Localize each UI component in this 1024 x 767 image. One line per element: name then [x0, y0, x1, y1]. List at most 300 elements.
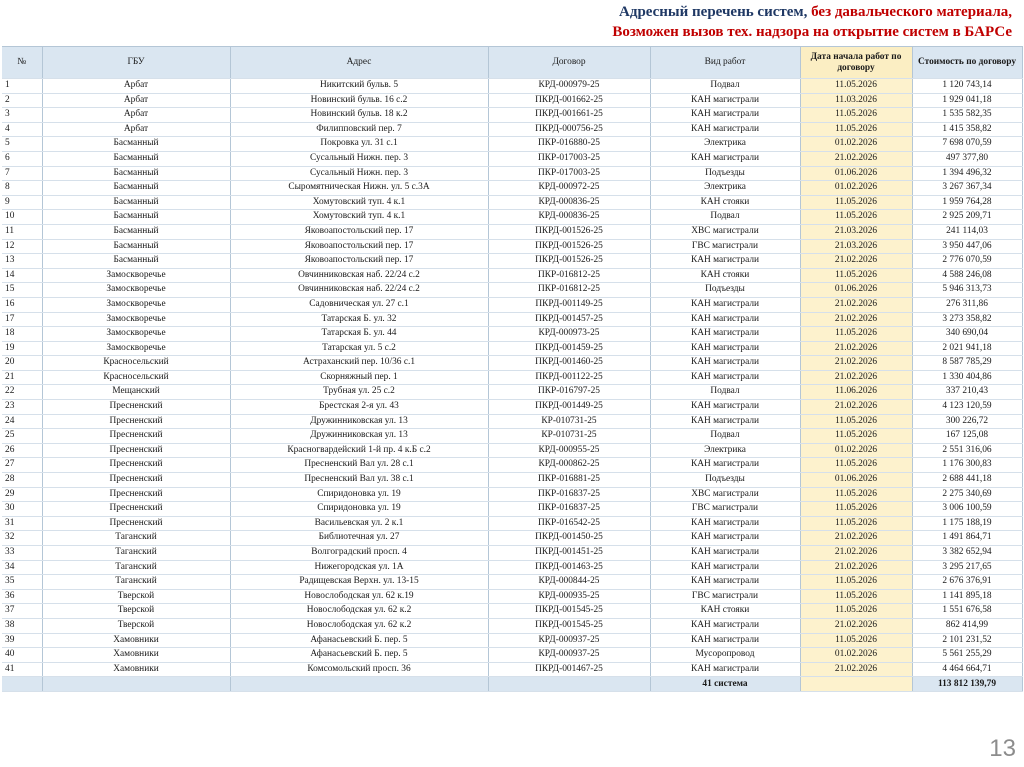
table-row [2, 516, 1022, 531]
cell-num: 22 [2, 385, 42, 400]
cell-contract: ПКР-017003-25 [488, 166, 650, 181]
table-row [2, 239, 1022, 254]
cell-date: 01.06.2026 [800, 473, 912, 488]
cell-gbu: Пресненский [42, 502, 230, 517]
cell-date: 01.02.2026 [800, 181, 912, 196]
cell-num: 9 [2, 195, 42, 210]
cell-work: Подъезды [650, 166, 800, 181]
cell-contract: ПКРД-001661-25 [488, 108, 650, 123]
cell-address: Татарская Б. ул. 44 [230, 327, 488, 342]
cell-work: КАН магистрали [650, 327, 800, 342]
cell-gbu: Таганский [42, 531, 230, 546]
table-row [2, 297, 1022, 312]
cell-address: Никитский бульв. 5 [230, 79, 488, 94]
cell-contract: КРД-000862-25 [488, 458, 650, 473]
total-empty-cell [42, 677, 230, 692]
cell-cost: 3 295 217,65 [912, 560, 1022, 575]
cell-work: Электрика [650, 137, 800, 152]
cell-gbu: Пресненский [42, 443, 230, 458]
cell-date: 21.02.2026 [800, 151, 912, 166]
cell-contract: КРД-000937-25 [488, 648, 650, 663]
cell-cost: 7 698 070,59 [912, 137, 1022, 152]
cell-cost: 1 959 764,28 [912, 195, 1022, 210]
cell-gbu: Пресненский [42, 429, 230, 444]
table-row [2, 79, 1022, 94]
cell-cost: 1 394 496,32 [912, 166, 1022, 181]
cell-contract: ПКР-016837-25 [488, 502, 650, 517]
cell-num: 14 [2, 268, 42, 283]
cell-address: Татарская ул. 5 с.2 [230, 341, 488, 356]
cell-address: Спиридоновка ул. 19 [230, 502, 488, 517]
cell-num: 26 [2, 443, 42, 458]
table-row [2, 268, 1022, 283]
cell-work: Подвал [650, 385, 800, 400]
cell-gbu: Хамовники [42, 633, 230, 648]
cell-address: Новослободская ул. 62 к.2 [230, 604, 488, 619]
cell-date: 11.05.2026 [800, 458, 912, 473]
header-gbu: ГБУ [42, 47, 230, 79]
cell-work: КАН магистрали [650, 356, 800, 371]
cell-contract: ПКР-016812-25 [488, 268, 650, 283]
cell-cost: 1 491 864,71 [912, 531, 1022, 546]
cell-contract: ПКРД-001450-25 [488, 531, 650, 546]
cell-contract: ПКРД-001122-25 [488, 370, 650, 385]
cell-gbu: Таганский [42, 575, 230, 590]
cell-date: 11.05.2026 [800, 108, 912, 123]
cell-work: КАН магистрали [650, 516, 800, 531]
cell-cost: 4 588 246,08 [912, 268, 1022, 283]
cell-date: 01.02.2026 [800, 648, 912, 663]
cell-date: 11.05.2026 [800, 487, 912, 502]
cell-contract: ПКРД-001451-25 [488, 546, 650, 561]
cell-gbu: Басманный [42, 151, 230, 166]
systems-table [2, 46, 1023, 692]
header-date: Дата начала работ по договору [800, 47, 912, 79]
cell-contract: ПКРД-001149-25 [488, 297, 650, 312]
cell-num: 33 [2, 546, 42, 561]
table-row [2, 210, 1022, 225]
cell-date: 21.02.2026 [800, 618, 912, 633]
cell-num: 21 [2, 370, 42, 385]
cell-contract: КРД-000972-25 [488, 181, 650, 196]
cell-cost: 2 101 231,52 [912, 633, 1022, 648]
total-label: 41 система [650, 677, 800, 692]
cell-date: 11.03.2026 [800, 93, 912, 108]
cell-cost: 1 141 895,18 [912, 589, 1022, 604]
cell-work: Подъезды [650, 283, 800, 298]
cell-work: ГВС магистрали [650, 239, 800, 254]
cell-num: 38 [2, 618, 42, 633]
cell-address: Филипповский пер. 7 [230, 122, 488, 137]
table-row [2, 662, 1022, 677]
cell-address: Покровка ул. 31 с.1 [230, 137, 488, 152]
cell-address: Новослободская ул. 62 к.2 [230, 618, 488, 633]
cell-work: КАН магистрали [650, 297, 800, 312]
cell-num: 2 [2, 93, 42, 108]
cell-num: 7 [2, 166, 42, 181]
table-row [2, 502, 1022, 517]
cell-date: 21.03.2026 [800, 239, 912, 254]
cell-num: 4 [2, 122, 42, 137]
cell-work: КАН магистрали [650, 254, 800, 269]
cell-work: КАН магистрали [650, 122, 800, 137]
table-row [2, 254, 1022, 269]
cell-contract: ПКРД-001463-25 [488, 560, 650, 575]
cell-date: 21.02.2026 [800, 254, 912, 269]
cell-gbu: Басманный [42, 254, 230, 269]
table-row [2, 283, 1022, 298]
cell-num: 15 [2, 283, 42, 298]
cell-gbu: Басманный [42, 239, 230, 254]
cell-work: КАН магистрали [650, 151, 800, 166]
header-address: Адрес [230, 47, 488, 79]
cell-date: 21.02.2026 [800, 356, 912, 371]
cell-num: 13 [2, 254, 42, 269]
cell-date: 11.05.2026 [800, 633, 912, 648]
table-header-row [2, 47, 1022, 79]
cell-contract: ПКРД-001460-25 [488, 356, 650, 371]
cell-gbu: Пресненский [42, 473, 230, 488]
cell-gbu: Таганский [42, 560, 230, 575]
cell-address: Новослободская ул. 62 к.19 [230, 589, 488, 604]
cell-address: Брестская 2-я ул. 43 [230, 400, 488, 415]
cell-address: Радищевская Верхн. ул. 13-15 [230, 575, 488, 590]
cell-address: Афанасьевский Б. пер. 5 [230, 648, 488, 663]
table-row [2, 195, 1022, 210]
cell-work: КАН магистрали [650, 414, 800, 429]
table-row [2, 618, 1022, 633]
cell-gbu: Красносельский [42, 356, 230, 371]
cell-address: Хомутовский туп. 4 к.1 [230, 210, 488, 225]
table-body [2, 79, 1022, 677]
table-row [2, 341, 1022, 356]
cell-work: КАН магистрали [650, 458, 800, 473]
systems-table-container [2, 46, 1022, 692]
cell-date: 01.02.2026 [800, 137, 912, 152]
cell-contract: КРД-000844-25 [488, 575, 650, 590]
table-row [2, 604, 1022, 619]
cell-num: 6 [2, 151, 42, 166]
cell-num: 20 [2, 356, 42, 371]
cell-num: 31 [2, 516, 42, 531]
cell-cost: 276 311,86 [912, 297, 1022, 312]
cell-cost: 2 776 070,59 [912, 254, 1022, 269]
table-row [2, 108, 1022, 123]
cell-address: Астраханский пер. 10/36 с.1 [230, 356, 488, 371]
cell-contract: ПКРД-001457-25 [488, 312, 650, 327]
cell-contract: КРД-000979-25 [488, 79, 650, 94]
cell-work: КАН магистрали [650, 531, 800, 546]
cell-cost: 1 415 358,82 [912, 122, 1022, 137]
cell-num: 34 [2, 560, 42, 575]
title-line-1 [412, 2, 1012, 22]
cell-date: 21.03.2026 [800, 224, 912, 239]
cell-work: Подвал [650, 429, 800, 444]
cell-date: 11.05.2026 [800, 414, 912, 429]
cell-address: Овчинниковская наб. 22/24 с.2 [230, 283, 488, 298]
cell-num: 28 [2, 473, 42, 488]
cell-date: 21.02.2026 [800, 560, 912, 575]
cell-num: 30 [2, 502, 42, 517]
cell-cost: 2 925 209,71 [912, 210, 1022, 225]
cell-num: 17 [2, 312, 42, 327]
cell-cost: 337 210,43 [912, 385, 1022, 400]
cell-cost: 300 226,72 [912, 414, 1022, 429]
cell-address: Спиридоновка ул. 19 [230, 487, 488, 502]
cell-cost: 3 382 652,94 [912, 546, 1022, 561]
table-row [2, 327, 1022, 342]
cell-contract: ПКРД-000756-25 [488, 122, 650, 137]
cell-address: Пресненский Вал ул. 38 с.1 [230, 473, 488, 488]
header-cost: Стоимость по договору [912, 47, 1022, 79]
cell-gbu: Хамовники [42, 662, 230, 677]
cell-contract: ПКР-016812-25 [488, 283, 650, 298]
cell-contract: ПКР-017003-25 [488, 151, 650, 166]
cell-gbu: Арбат [42, 79, 230, 94]
cell-cost: 4 123 120,59 [912, 400, 1022, 415]
cell-date: 21.02.2026 [800, 546, 912, 561]
cell-gbu: Пресненский [42, 516, 230, 531]
cell-contract: ПКРД-001545-25 [488, 618, 650, 633]
cell-contract: ПКРД-001526-25 [488, 254, 650, 269]
cell-address: Новинский бульв. 18 к.2 [230, 108, 488, 123]
cell-num: 37 [2, 604, 42, 619]
table-row [2, 560, 1022, 575]
cell-num: 27 [2, 458, 42, 473]
cell-num: 29 [2, 487, 42, 502]
table-row [2, 93, 1022, 108]
table-row [2, 487, 1022, 502]
cell-work: ГВС магистрали [650, 502, 800, 517]
cell-address: Нижегородская ул. 1А [230, 560, 488, 575]
table-row [2, 137, 1022, 152]
cell-date: 01.06.2026 [800, 166, 912, 181]
header-contract: Договор [488, 47, 650, 79]
cell-contract: КР-010731-25 [488, 414, 650, 429]
total-empty-cell [800, 677, 912, 692]
cell-contract: ПКРД-001449-25 [488, 400, 650, 415]
cell-address: Сусальный Нижн. пер. 3 [230, 166, 488, 181]
cell-gbu: Басманный [42, 181, 230, 196]
table-row [2, 400, 1022, 415]
cell-gbu: Тверской [42, 618, 230, 633]
cell-num: 32 [2, 531, 42, 546]
page-title [412, 2, 1012, 42]
cell-work: КАН магистрали [650, 546, 800, 561]
cell-gbu: Пресненский [42, 487, 230, 502]
cell-work: КАН магистрали [650, 93, 800, 108]
cell-work: Подвал [650, 210, 800, 225]
cell-num: 5 [2, 137, 42, 152]
cell-date: 11.06.2026 [800, 385, 912, 400]
cell-date: 11.05.2026 [800, 575, 912, 590]
cell-date: 01.02.2026 [800, 443, 912, 458]
table-row [2, 546, 1022, 561]
cell-cost: 241 114,03 [912, 224, 1022, 239]
cell-address: Комсомольский просп. 36 [230, 662, 488, 677]
cell-address: Красногвардейский 1-й пр. 4 к.Б с.2 [230, 443, 488, 458]
cell-date: 21.02.2026 [800, 312, 912, 327]
cell-cost: 5 946 313,73 [912, 283, 1022, 298]
cell-num: 35 [2, 575, 42, 590]
cell-cost: 8 587 785,29 [912, 356, 1022, 371]
cell-date: 11.05.2026 [800, 502, 912, 517]
cell-date: 21.02.2026 [800, 297, 912, 312]
cell-address: Васильевская ул. 2 к.1 [230, 516, 488, 531]
cell-gbu: Тверской [42, 604, 230, 619]
cell-num: 12 [2, 239, 42, 254]
cell-work: КАН магистрали [650, 341, 800, 356]
cell-date: 11.05.2026 [800, 122, 912, 137]
cell-gbu: Басманный [42, 195, 230, 210]
table-row [2, 166, 1022, 181]
cell-work: КАН магистрали [650, 560, 800, 575]
cell-date: 11.05.2026 [800, 195, 912, 210]
cell-contract: ПКР-016797-25 [488, 385, 650, 400]
cell-work: Подъезды [650, 473, 800, 488]
table-row [2, 473, 1022, 488]
cell-gbu: Басманный [42, 210, 230, 225]
cell-date: 11.05.2026 [800, 268, 912, 283]
cell-contract: КРД-000973-25 [488, 327, 650, 342]
table-row [2, 151, 1022, 166]
cell-num: 41 [2, 662, 42, 677]
cell-cost: 5 561 255,29 [912, 648, 1022, 663]
cell-gbu: Мещанский [42, 385, 230, 400]
cell-contract: ПКР-016837-25 [488, 487, 650, 502]
cell-address: Новинский бульв. 16 с.2 [230, 93, 488, 108]
header-num: № [2, 47, 42, 79]
cell-contract: КР-010731-25 [488, 429, 650, 444]
table-row [2, 531, 1022, 546]
cell-work: Мусоропровод [650, 648, 800, 663]
cell-date: 21.02.2026 [800, 662, 912, 677]
cell-gbu: Хамовники [42, 648, 230, 663]
cell-gbu: Пресненский [42, 458, 230, 473]
cell-cost: 2 551 316,06 [912, 443, 1022, 458]
cell-gbu: Арбат [42, 93, 230, 108]
cell-address: Садовническая ул. 27 с.1 [230, 297, 488, 312]
cell-gbu: Басманный [42, 224, 230, 239]
table-row [2, 181, 1022, 196]
cell-date: 21.02.2026 [800, 531, 912, 546]
cell-num: 19 [2, 341, 42, 356]
cell-num: 18 [2, 327, 42, 342]
cell-date: 11.05.2026 [800, 516, 912, 531]
cell-work: КАН магистрали [650, 662, 800, 677]
cell-work: КАН стояки [650, 195, 800, 210]
table-row [2, 224, 1022, 239]
cell-cost: 2 021 941,18 [912, 341, 1022, 356]
cell-cost: 2 676 376,91 [912, 575, 1022, 590]
cell-gbu: Басманный [42, 137, 230, 152]
cell-gbu: Красносельский [42, 370, 230, 385]
cell-num: 3 [2, 108, 42, 123]
cell-contract: КРД-000955-25 [488, 443, 650, 458]
cell-date: 11.05.2026 [800, 327, 912, 342]
cell-cost: 4 464 664,71 [912, 662, 1022, 677]
cell-date: 21.02.2026 [800, 400, 912, 415]
cell-gbu: Пресненский [42, 400, 230, 415]
cell-address: Библиотечная ул. 27 [230, 531, 488, 546]
cell-address: Сусальный Нижн. пер. 3 [230, 151, 488, 166]
cell-cost: 167 125,08 [912, 429, 1022, 444]
cell-cost: 3 267 367,34 [912, 181, 1022, 196]
cell-gbu: Арбат [42, 122, 230, 137]
cell-work: КАН стояки [650, 604, 800, 619]
table-row [2, 648, 1022, 663]
cell-work: КАН магистрали [650, 312, 800, 327]
cell-gbu: Замоскворечье [42, 312, 230, 327]
table-row [2, 312, 1022, 327]
table-row [2, 633, 1022, 648]
cell-address: Яковоапостольский пер. 17 [230, 254, 488, 269]
cell-cost: 3 273 358,82 [912, 312, 1022, 327]
cell-contract: ПКРД-001526-25 [488, 224, 650, 239]
total-cost: 113 812 139,79 [912, 677, 1022, 692]
cell-work: ХВС магистрали [650, 224, 800, 239]
table-row [2, 356, 1022, 371]
cell-gbu: Замоскворечье [42, 268, 230, 283]
cell-gbu: Таганский [42, 546, 230, 561]
cell-date: 11.05.2026 [800, 604, 912, 619]
cell-work: Подвал [650, 79, 800, 94]
cell-work: Электрика [650, 181, 800, 196]
cell-contract: ПКР-016542-25 [488, 516, 650, 531]
cell-address: Яковоапостольский пер. 17 [230, 224, 488, 239]
cell-num: 1 [2, 79, 42, 94]
cell-contract: ПКР-016880-25 [488, 137, 650, 152]
cell-cost: 1 330 404,86 [912, 370, 1022, 385]
cell-num: 16 [2, 297, 42, 312]
cell-gbu: Замоскворечье [42, 327, 230, 342]
total-empty-cell [488, 677, 650, 692]
cell-date: 21.02.2026 [800, 341, 912, 356]
cell-contract: ПКРД-001545-25 [488, 604, 650, 619]
cell-num: 39 [2, 633, 42, 648]
cell-contract: ПКР-016881-25 [488, 473, 650, 488]
cell-work: КАН магистрали [650, 618, 800, 633]
cell-address: Волгоградский просп. 4 [230, 546, 488, 561]
cell-contract: ПКРД-001662-25 [488, 93, 650, 108]
table-row [2, 429, 1022, 444]
cell-num: 40 [2, 648, 42, 663]
cell-contract: КРД-000935-25 [488, 589, 650, 604]
cell-cost: 862 414,99 [912, 618, 1022, 633]
cell-address: Пресненский Вал ул. 28 с.1 [230, 458, 488, 473]
cell-contract: КРД-000937-25 [488, 633, 650, 648]
title-line-1-red: без давальческого материала, [811, 4, 1012, 20]
cell-work: КАН магистрали [650, 633, 800, 648]
cell-gbu: Арбат [42, 108, 230, 123]
cell-address: Трубная ул. 25 с.2 [230, 385, 488, 400]
cell-cost: 1 176 300,83 [912, 458, 1022, 473]
table-row [2, 575, 1022, 590]
cell-work: КАН магистрали [650, 370, 800, 385]
title-line-1-blue: Адресный перечень систем, [619, 4, 808, 20]
cell-num: 25 [2, 429, 42, 444]
cell-gbu: Басманный [42, 166, 230, 181]
cell-date: 01.06.2026 [800, 283, 912, 298]
cell-work: Электрика [650, 443, 800, 458]
cell-work: КАН магистрали [650, 400, 800, 415]
cell-cost: 497 377,80 [912, 151, 1022, 166]
cell-address: Дружинниковская ул. 13 [230, 429, 488, 444]
cell-work: КАН магистрали [650, 108, 800, 123]
cell-work: ГВС магистрали [650, 589, 800, 604]
title-line-2: Возможен вызов тех. надзора на открытие систем в БАРСе [612, 24, 1012, 40]
cell-date: 11.05.2026 [800, 429, 912, 444]
